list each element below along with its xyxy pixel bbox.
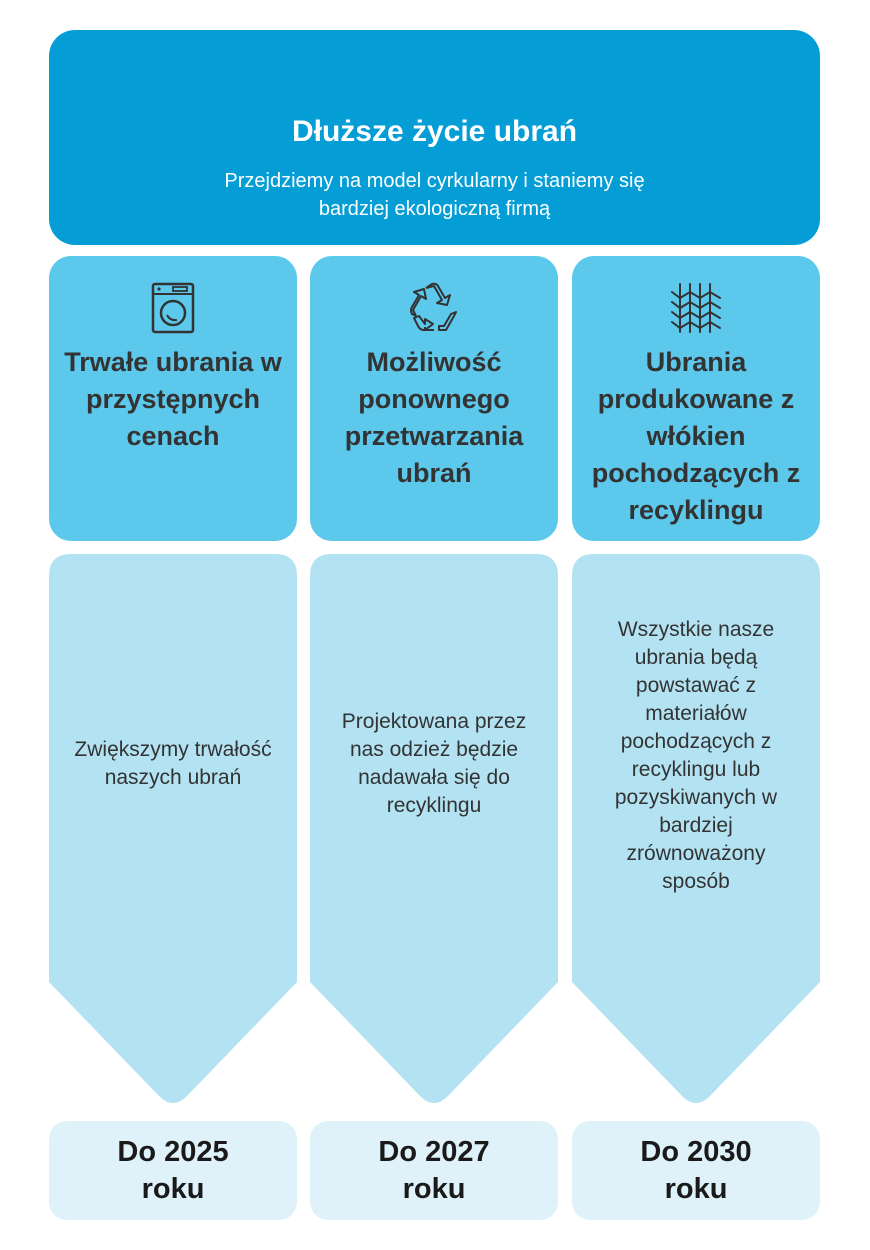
goal-arrow-1 [49, 554, 297, 1109]
goal-description-text-3: Wszystkie nasze ubrania będą powstawać z materiałów pochodzących z recyklingu lub pozyskiwanych w bardziej zrównoważony sposób [614, 618, 778, 893]
goal-description-1 [67, 554, 279, 974]
goal-title-1: Trwałe ubrania w przystępnych cenach [64, 347, 282, 451]
goal-year-2 [310, 1121, 558, 1220]
goal-description-2 [328, 554, 540, 974]
goal-description-text-2: Projektowana przez nas odzież będzie nadawała się do recyklingu [341, 710, 527, 817]
goal-card-2 [310, 256, 558, 541]
goal-description-3 [590, 616, 802, 896]
goal-title-2: Możliwość ponownego przetwarzania ubrań [344, 347, 524, 488]
header-subtitle: Przejdziemy na model cyrkularny i staniemy się bardziej ekologiczną firmą [224, 170, 645, 220]
header-banner [49, 30, 820, 245]
goal-year-text-1: Do 2025 roku [117, 1135, 229, 1205]
goal-card-3 [572, 256, 820, 541]
goal-arrow-2 [310, 554, 558, 1109]
goal-title-3: Ubrania produkowane z włókien pochodzących z recyklingu [591, 347, 801, 525]
goal-description-text-1: Zwiększymy trwałość naszych ubrań [74, 738, 272, 789]
goal-arrow-3 [572, 554, 820, 1109]
fibers-icon [666, 278, 726, 338]
goal-year-3 [572, 1121, 820, 1220]
goal-year-text-2: Do 2027 roku [378, 1135, 490, 1205]
goal-year-text-3: Do 2030 roku [640, 1135, 752, 1205]
goal-year-1 [49, 1121, 297, 1220]
goal-card-1 [49, 256, 297, 541]
recycle-icon [404, 278, 464, 338]
header-title: Dłuższe życie ubrań [291, 115, 578, 148]
washing-machine-icon [143, 278, 203, 338]
